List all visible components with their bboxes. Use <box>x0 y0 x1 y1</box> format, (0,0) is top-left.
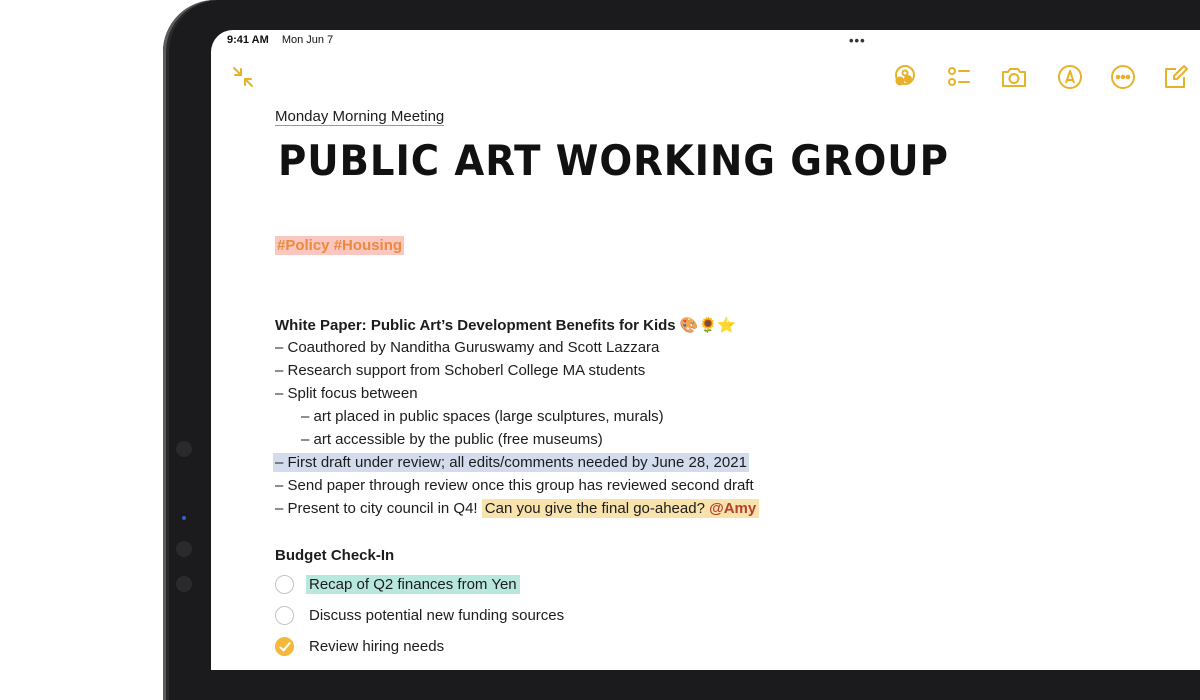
list-item: – Research support from Schoberl College MA students <box>275 362 646 379</box>
camera-dot <box>176 441 192 457</box>
checklist-icon[interactable] <box>946 64 972 90</box>
notes-screen <box>211 30 1200 670</box>
section-heading: Budget Check-In <box>275 547 395 564</box>
note-tags[interactable]: #Policy #Housing <box>277 237 403 254</box>
camera-icon[interactable] <box>1000 64 1028 90</box>
status-date: Mon Jun 7 <box>281 34 334 46</box>
checklist-item-label: Discuss potential new funding sources <box>309 607 565 624</box>
collapse-arrows-icon[interactable] <box>231 65 255 89</box>
share-collaborate-icon[interactable] <box>890 63 918 91</box>
status-bar <box>227 34 343 46</box>
checklist-circle-checked[interactable] <box>275 637 294 656</box>
mention-amy[interactable]: @Amy <box>709 500 757 517</box>
list-item-with-mention: – Present to city council in Q4! Can you give the final go-ahead? @Amy <box>275 500 759 517</box>
checklist-circle[interactable] <box>275 575 294 594</box>
list-item: – Send paper through review once this group has reviewed second draft <box>275 477 754 494</box>
checklist-item-label: Recap of Q2 finances from Yen <box>309 576 520 593</box>
list-item-indented: – art accessible by the public (free museums) <box>301 431 603 448</box>
camera-indicator <box>182 516 186 520</box>
more-icon[interactable] <box>1109 63 1137 91</box>
markup-icon[interactable] <box>1056 63 1084 91</box>
multitasking-dots[interactable]: ••• <box>849 33 866 48</box>
camera-dot <box>176 576 192 592</box>
list-item-indented: – art placed in public spaces (large sculptures, murals) <box>301 408 664 425</box>
checklist-circle[interactable] <box>275 606 294 625</box>
compose-icon[interactable] <box>1162 63 1190 91</box>
camera-dot <box>176 541 192 557</box>
status-time: 9:41 AM <box>227 34 269 46</box>
note-title-handwritten: PUBLIC ART WORKING GROUP <box>278 136 949 185</box>
note-subtitle: Monday Morning Meeting <box>275 108 445 125</box>
list-item-highlighted: – First draft under review; all edits/comments needed by June 28, 2021 <box>275 454 747 471</box>
list-item: – Split focus between <box>275 385 418 402</box>
list-item: – Coauthored by Nanditha Guruswamy and Scott Lazzara <box>275 339 660 356</box>
section-heading: White Paper: Public Art’s Development Benefits for Kids 🎨🌻⭐ <box>275 317 736 334</box>
checklist-item-label: Review hiring needs <box>309 638 445 655</box>
